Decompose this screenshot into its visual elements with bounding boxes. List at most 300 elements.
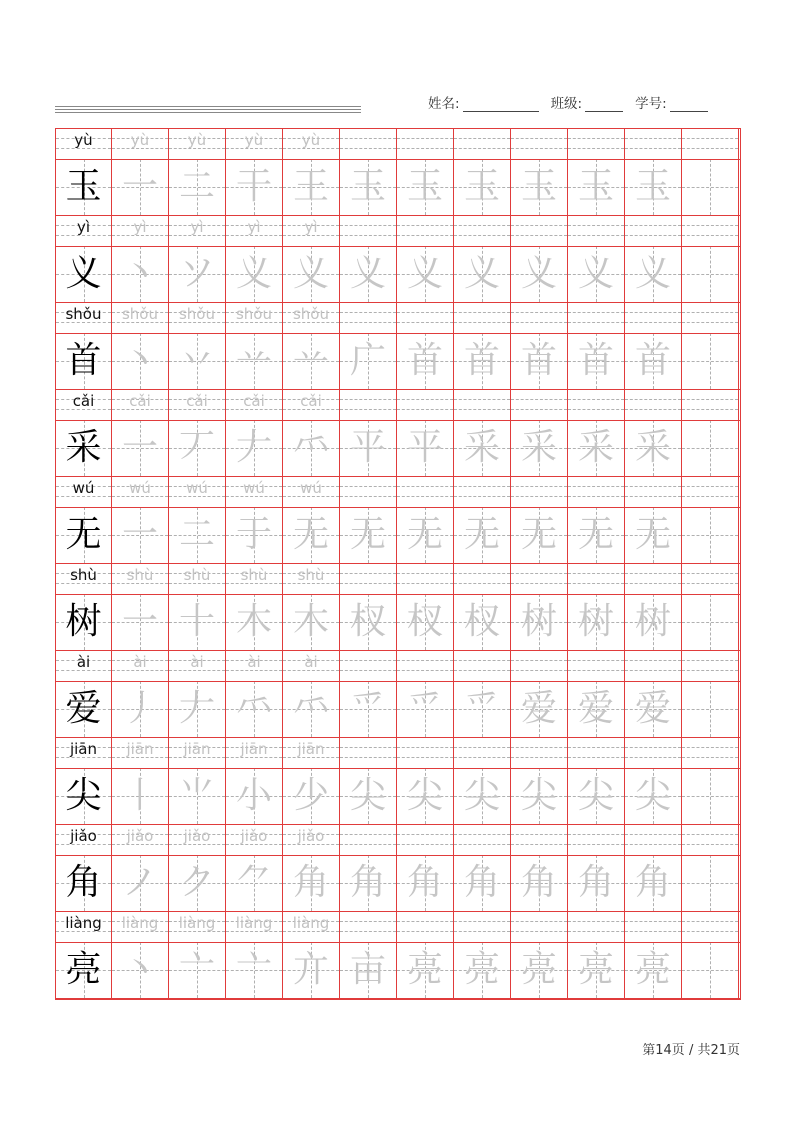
character-cell[interactable] [625,420,682,476]
grid-rule [55,737,741,738]
trace-character: 木 [235,601,272,642]
character-cell [55,246,112,302]
pinyin-row [55,302,741,333]
pinyin-cell [169,911,226,942]
pinyin-cell [511,737,568,768]
character-cell[interactable] [454,942,511,998]
character-cell[interactable] [340,942,397,998]
character-cell[interactable] [397,507,454,563]
pinyin-cell [625,563,682,594]
character-cell[interactable] [511,942,568,998]
trace-character: ⺤ [292,688,329,729]
character-cell[interactable] [682,420,739,476]
trace-character: 小 [235,775,272,816]
model-character: 树 [65,601,102,642]
character-cell[interactable] [112,594,169,650]
character-cell[interactable] [511,768,568,824]
character-cell[interactable] [625,768,682,824]
trace-character: 玉 [577,166,614,207]
trace-character: 义 [349,253,386,294]
character-cell[interactable] [625,855,682,911]
trace-character: 义 [292,253,329,294]
character-cell[interactable] [226,768,283,824]
trace-character: 丷 [178,340,215,381]
pinyin-cell [454,476,511,507]
trace-character: 角 [577,862,614,903]
character-cell[interactable] [682,159,739,215]
trace-character: 杈 [406,601,443,642]
grid-rule [55,942,741,943]
pinyin-trace: jiǎo [240,827,268,845]
trace-character: 于 [235,514,272,555]
trace-character: 采 [463,427,500,468]
trace-character: ク [178,862,215,903]
pinyin-cell [682,737,739,768]
pinyin-trace: yù [130,131,150,149]
pinyin-cell [340,911,397,942]
pinyin-trace: yì [304,218,318,236]
pinyin-cell [511,563,568,594]
character-cell[interactable] [112,420,169,476]
pinyin-label: shǒu [65,305,102,323]
character-row [55,420,741,476]
character-cell[interactable] [283,420,340,476]
pinyin-cell [682,128,739,159]
pinyin-cell [283,563,340,594]
pinyin-cell [283,128,340,159]
character-cell[interactable] [112,768,169,824]
pinyin-trace: yù [244,131,264,149]
character-cell[interactable] [511,594,568,650]
character-cell[interactable] [682,855,739,911]
character-cell[interactable] [397,159,454,215]
pinyin-cell [112,389,169,420]
character-cell[interactable] [682,594,739,650]
model-character: 玉 [65,166,102,207]
character-cell [55,855,112,911]
trace-character: 义 [235,253,272,294]
character-cell[interactable] [682,942,739,998]
character-cell[interactable] [568,159,625,215]
model-character: 采 [65,427,102,468]
pinyin-cell [55,389,112,420]
pinyin-cell [454,824,511,855]
grid-rule [55,420,741,421]
pinyin-trace: jiǎo [297,827,325,845]
character-cell[interactable] [454,420,511,476]
character-cell[interactable] [397,333,454,389]
trace-character: 角 [463,862,500,903]
character-cell[interactable] [283,855,340,911]
character-cell [55,159,112,215]
character-cell[interactable] [511,855,568,911]
trace-character: 采 [634,427,671,468]
character-cell[interactable] [454,159,511,215]
character-cell[interactable] [397,768,454,824]
character-cell[interactable] [169,246,226,302]
grid-rule [55,563,741,564]
character-cell[interactable] [226,507,283,563]
name-field[interactable] [463,97,539,112]
character-cell[interactable] [625,507,682,563]
trace-character: 角 [634,862,671,903]
pinyin-row [55,389,741,420]
grid-rule [55,476,741,477]
pinyin-cell [568,215,625,246]
pinyin-cell [226,563,283,594]
character-cell[interactable] [112,855,169,911]
trace-character: 尖 [577,775,614,816]
pinyin-cell [226,737,283,768]
pinyin-cell [169,563,226,594]
character-cell[interactable] [340,855,397,911]
trace-character: 丆 [178,427,215,468]
pinyin-trace: ài [247,653,261,671]
character-cell[interactable] [454,333,511,389]
trace-character: ⺤ [292,427,329,468]
character-cell[interactable] [568,507,625,563]
id-label: 学号: [635,96,667,112]
character-cell[interactable] [340,594,397,650]
pinyin-cell [568,302,625,333]
student-info [428,92,708,112]
trace-character: 玉 [520,166,557,207]
model-character: 尖 [65,775,102,816]
trace-character: 尖 [463,775,500,816]
trace-character: 首 [406,340,443,381]
character-cell[interactable] [283,159,340,215]
trace-character: 亣 [292,949,329,990]
character-cell[interactable] [454,768,511,824]
trace-character: 二 [178,166,215,207]
character-cell[interactable] [169,159,226,215]
character-cell[interactable] [511,333,568,389]
pinyin-trace: ài [304,653,318,671]
character-cell[interactable] [625,681,682,737]
character-cell[interactable] [511,507,568,563]
character-cell[interactable] [511,246,568,302]
pinyin-trace: wú [243,479,265,497]
character-cell[interactable] [625,159,682,215]
trace-character: 首 [577,340,614,381]
character-cell[interactable] [340,768,397,824]
character-cell[interactable] [283,768,340,824]
character-cell[interactable] [625,594,682,650]
pinyin-cell [340,128,397,159]
pinyin-trace: yì [190,218,204,236]
trace-character: ⺈ [235,862,272,903]
character-cell[interactable] [625,246,682,302]
character-cell[interactable] [397,942,454,998]
pinyin-cell [397,128,454,159]
model-character: 首 [65,340,102,381]
pinyin-cell [682,476,739,507]
pinyin-cell [454,737,511,768]
pinyin-cell [226,650,283,681]
pinyin-cell [682,563,739,594]
trace-character: 平 [349,427,386,468]
trace-character: 爱 [634,688,671,729]
trace-character: 平 [406,427,443,468]
character-cell[interactable] [283,942,340,998]
character-cell[interactable] [682,246,739,302]
character-cell[interactable] [169,333,226,389]
pinyin-cell [340,389,397,420]
pinyin-trace: liàng [292,914,330,932]
pinyin-trace: shǒu [235,305,272,323]
trace-character: 无 [292,514,329,555]
pinyin-cell [625,215,682,246]
page-number: 第14页 / 共21页 [642,1043,740,1058]
character-cell[interactable] [340,420,397,476]
pinyin-cell [568,563,625,594]
character-cell[interactable] [340,333,397,389]
trace-character: ⺤ [235,688,272,729]
pinyin-cell [454,650,511,681]
pinyin-cell [226,824,283,855]
trace-character: 一 [121,514,158,555]
pinyin-cell [169,128,226,159]
character-cell[interactable] [226,159,283,215]
pinyin-trace: yì [247,218,261,236]
pinyin-cell [169,389,226,420]
character-cell[interactable] [454,246,511,302]
pinyin-trace: ài [133,653,147,671]
trace-character: 角 [520,862,557,903]
character-cell[interactable] [112,942,169,998]
pinyin-trace: liàng [235,914,273,932]
grid-rule [55,159,741,160]
pinyin-cell [682,215,739,246]
pinyin-trace: shǒu [178,305,215,323]
pinyin-cell [511,824,568,855]
character-cell [55,594,112,650]
trace-character: 干 [235,166,272,207]
character-cell[interactable] [226,246,283,302]
character-cell[interactable] [112,507,169,563]
character-cell[interactable] [169,681,226,737]
trace-character: 采 [577,427,614,468]
character-cell[interactable] [169,420,226,476]
character-cell[interactable] [340,507,397,563]
trace-character: 角 [406,862,443,903]
character-cell[interactable] [112,333,169,389]
pinyin-cell [568,911,625,942]
character-cell[interactable] [454,855,511,911]
pinyin-cell [568,737,625,768]
character-cell[interactable] [397,420,454,476]
character-cell[interactable] [568,768,625,824]
character-cell[interactable] [226,333,283,389]
character-cell[interactable] [454,507,511,563]
character-cell[interactable] [568,333,625,389]
pinyin-cell [55,128,112,159]
character-cell[interactable] [169,507,226,563]
character-row [55,246,741,302]
trace-character: 杈 [463,601,500,642]
character-cell[interactable] [226,594,283,650]
pinyin-trace: jiān [126,740,154,758]
trace-character: 亮 [577,949,614,990]
pinyin-cell [397,650,454,681]
pinyin-trace: cǎi [129,392,151,410]
pinyin-cell [682,302,739,333]
pinyin-cell [397,563,454,594]
character-cell[interactable] [568,594,625,650]
pinyin-label: shù [70,566,97,584]
pinyin-label: yì [76,218,91,236]
trace-character: 𠂇 [178,688,215,729]
character-cell[interactable] [112,246,169,302]
pinyin-cell [226,476,283,507]
pinyin-cell [112,302,169,333]
trace-character: 采 [520,427,557,468]
trace-character: 树 [520,601,557,642]
pinyin-cell [625,476,682,507]
character-cell[interactable] [568,246,625,302]
character-cell[interactable] [568,942,625,998]
character-cell[interactable] [340,246,397,302]
pinyin-cell [682,389,739,420]
trace-character: 丨 [121,775,158,816]
pinyin-cell [568,389,625,420]
character-cell[interactable] [169,768,226,824]
practice-grid [55,128,741,998]
trace-character: 义 [406,253,443,294]
character-cell[interactable] [625,942,682,998]
pinyin-cell [511,302,568,333]
pinyin-trace: cǎi [186,392,208,410]
pinyin-trace: shǒu [292,305,329,323]
pinyin-cell [397,737,454,768]
character-cell[interactable] [226,855,283,911]
trace-character: ソ [178,253,215,294]
trace-character: 丶 [121,340,158,381]
trace-character: 䒑 [292,340,329,381]
character-cell[interactable] [283,594,340,650]
pinyin-cell [568,650,625,681]
pinyin-cell [340,476,397,507]
character-cell[interactable] [226,420,283,476]
trace-character: 亮 [520,949,557,990]
trace-character: 亠 [178,949,215,990]
character-cell[interactable] [454,681,511,737]
character-cell[interactable] [397,594,454,650]
character-cell[interactable] [454,594,511,650]
pinyin-label: jiān [69,740,98,758]
class-field[interactable] [585,97,623,112]
grid-rule [55,594,741,595]
character-cell[interactable] [568,681,625,737]
trace-character: 一 [121,166,158,207]
pinyin-cell [625,128,682,159]
pinyin-trace: ài [190,653,204,671]
grid-rule [55,681,741,682]
pinyin-trace: yù [187,131,207,149]
pinyin-cell [397,302,454,333]
character-row [55,159,741,215]
trace-character: 玉 [634,166,671,207]
pinyin-trace: liàng [178,914,216,932]
pinyin-label: ài [76,653,91,671]
character-cell[interactable] [283,246,340,302]
character-cell[interactable] [226,681,283,737]
pinyin-trace: jiǎo [183,827,211,845]
pinyin-trace: liàng [121,914,159,932]
pinyin-cell [511,911,568,942]
character-cell[interactable] [397,855,454,911]
pinyin-cell [112,476,169,507]
grid-rule [55,855,741,856]
character-cell[interactable] [568,420,625,476]
grid-rule [55,824,741,825]
pinyin-cell [397,389,454,420]
trace-character: 义 [520,253,557,294]
character-cell[interactable] [340,681,397,737]
pinyin-row [55,737,741,768]
trace-character: 丶 [121,949,158,990]
character-cell[interactable] [169,594,226,650]
trace-character: 十 [178,601,215,642]
character-cell[interactable] [112,681,169,737]
pinyin-row [55,476,741,507]
character-cell[interactable] [625,333,682,389]
character-cell[interactable] [169,855,226,911]
pinyin-cell [454,911,511,942]
pinyin-cell [454,128,511,159]
character-cell[interactable] [283,681,340,737]
pinyin-cell [283,737,340,768]
character-cell[interactable] [340,159,397,215]
trace-character: 丶 [121,253,158,294]
character-cell[interactable] [226,942,283,998]
character-cell[interactable] [511,159,568,215]
character-cell[interactable] [682,681,739,737]
character-cell[interactable] [682,507,739,563]
pinyin-cell [625,302,682,333]
character-cell[interactable] [511,420,568,476]
pinyin-cell [454,302,511,333]
trace-character: 杈 [349,601,386,642]
trace-character: 树 [634,601,671,642]
id-field[interactable] [670,97,708,112]
character-cell[interactable] [283,507,340,563]
character-cell[interactable] [112,159,169,215]
character-cell[interactable] [511,681,568,737]
model-character: 亮 [65,949,102,990]
character-cell [55,420,112,476]
character-cell[interactable] [397,246,454,302]
character-cell[interactable] [283,333,340,389]
pinyin-cell [397,824,454,855]
pinyin-trace: jiān [297,740,325,758]
character-cell[interactable] [397,681,454,737]
trace-character: 一 [121,427,158,468]
trace-character: 无 [406,514,443,555]
pinyin-cell [454,563,511,594]
trace-character: 无 [520,514,557,555]
character-cell[interactable] [568,855,625,911]
pinyin-label: wú [72,479,95,497]
trace-character: 爱 [577,688,614,729]
trace-character: 爫 [406,688,443,729]
pinyin-cell [283,824,340,855]
character-cell[interactable] [169,942,226,998]
character-cell[interactable] [682,333,739,389]
character-cell [55,507,112,563]
model-character: 无 [65,514,102,555]
character-cell[interactable] [682,768,739,824]
